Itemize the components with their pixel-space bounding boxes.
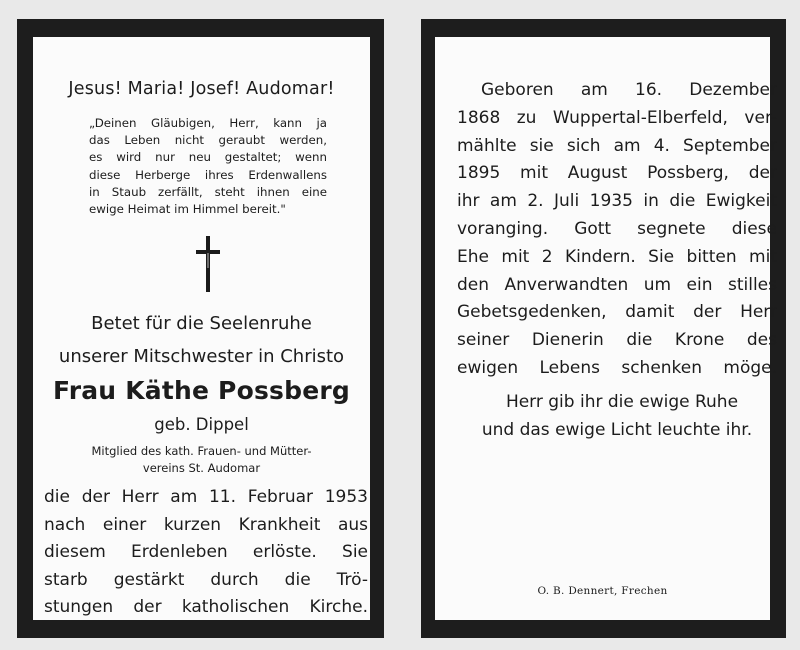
maiden-name: geb. Dippel: [154, 415, 249, 434]
death-notice-line: stungen der katholischen Kirche.: [44, 597, 368, 617]
membership-line: Mitglied des kath. Frauen- und Mütter-: [91, 444, 312, 458]
death-notice-line: die der Herr am 11. Februar 1953: [44, 487, 368, 507]
biography-line: den Anverwandten um ein stilles: [457, 274, 777, 295]
closing-prayer: [457, 389, 777, 445]
biography-line: ewigen Lebens schenken möge.: [457, 357, 777, 378]
biography-line: voranging. Gott segnete diese: [457, 218, 777, 239]
quote-line: ewige Heimat im Himmel bereit.": [89, 202, 286, 217]
biography-line: Geboren am 16. Dezember: [481, 80, 777, 100]
cross-icon: [196, 236, 220, 292]
biography-line: ihr am 2. Juli 1935 in die Ewigkeit: [457, 191, 777, 212]
biography-line: seiner Dienerin die Krone des: [457, 330, 777, 351]
prayer-request-line: unserer Mitschwester in Christo: [58, 346, 345, 367]
biography: [457, 77, 777, 383]
membership-note: [33, 443, 370, 477]
quote-line: das Leben nicht geraubt werden,: [89, 133, 327, 148]
quote-line: diese Herberge ihres Erdenwallens: [89, 167, 327, 182]
membership-line: vereins St. Audomar: [142, 461, 261, 475]
death-notice-line: diesem Erdenleben erlöste. Sie: [44, 542, 368, 562]
death-notice-line: nach einer kurzen Krankheit aus: [44, 514, 368, 535]
left-card: [17, 19, 384, 638]
quote-line: „Deinen Gläubigen, Herr, kann ja: [89, 116, 327, 130]
death-notice-line: starb gestärkt durch die Trö-: [44, 569, 368, 590]
quote-line: es wird nur neu gestaltet; wenn: [89, 150, 327, 165]
prayer-request-line: Betet für die Seelenruhe: [91, 313, 312, 334]
biography-line: Gebetsgedenken, damit der Herr: [457, 302, 777, 323]
left-card-panel: [33, 37, 370, 620]
death-notice: [44, 484, 368, 622]
biography-line: Ehe mit 2 Kindern. Sie bitten mit: [457, 246, 777, 267]
quote-line: in Staub zerfällt, steht ihnen eine: [89, 184, 327, 199]
closing-prayer-line: und das ewige Licht leuchte ihr.: [481, 419, 753, 440]
biography-line: 1868 zu Wuppertal-Elberfeld, ver-: [457, 107, 777, 128]
printer-imprint: O. B. Dennert, Frechen: [537, 585, 668, 597]
biography-line: 1895 mit August Possberg, der: [457, 163, 777, 184]
biography-line: mählte sie sich am 4. September: [457, 135, 777, 156]
deceased-name: Frau Käthe Possberg: [53, 376, 350, 405]
invocation: Jesus! Maria! Josef! Audomar!: [68, 79, 335, 99]
right-card-panel: [435, 37, 777, 620]
scripture-quote: [89, 115, 327, 218]
right-card: [421, 19, 786, 638]
closing-prayer-line: Herr gib ihr die ewige Ruhe: [505, 392, 739, 412]
